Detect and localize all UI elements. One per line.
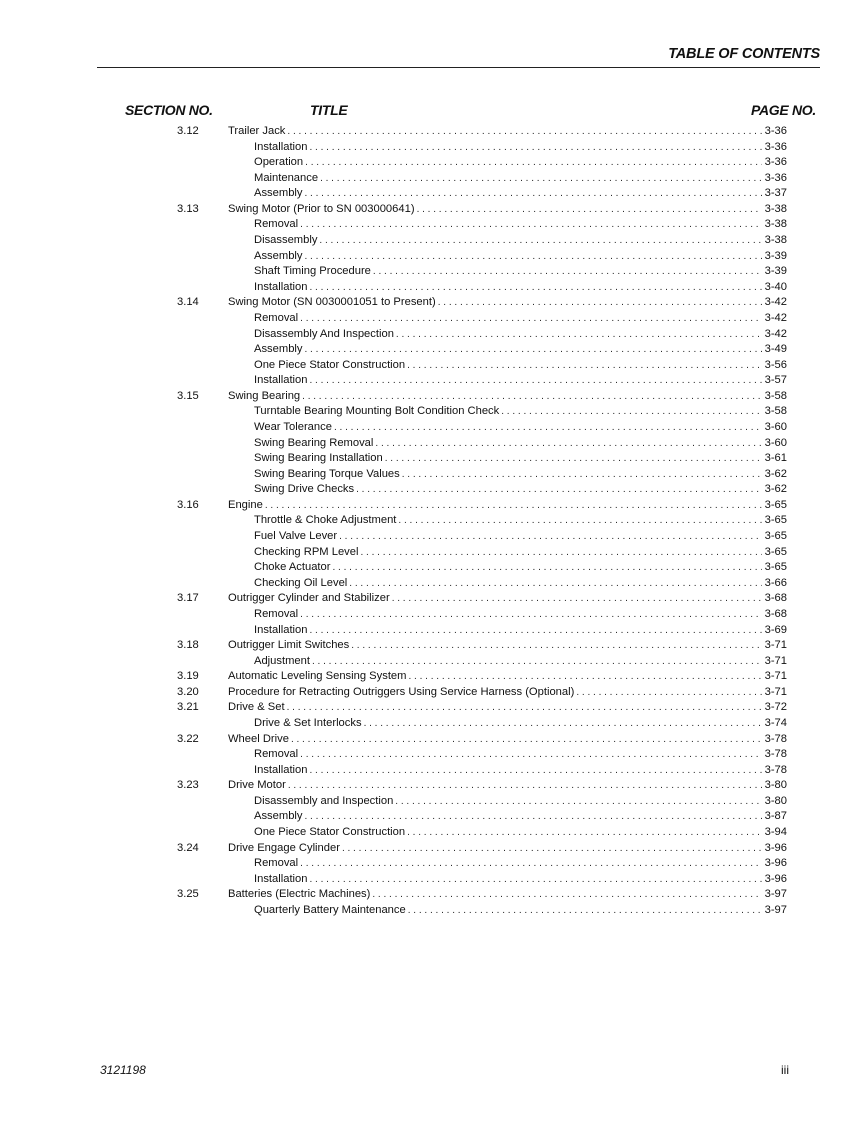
dot-leader bbox=[334, 420, 762, 436]
toc-entry-line bbox=[254, 467, 787, 483]
dot-leader bbox=[287, 124, 761, 140]
toc-entry-line bbox=[254, 872, 787, 888]
dot-leader bbox=[339, 529, 761, 545]
entry-page-number: 3-65 bbox=[764, 514, 787, 527]
toc-entry[interactable] bbox=[0, 623, 866, 639]
toc-entry[interactable] bbox=[0, 482, 866, 498]
column-header-section: SECTION NO. bbox=[125, 102, 213, 118]
entry-page-number: 3-42 bbox=[764, 311, 787, 324]
toc-entry[interactable] bbox=[0, 436, 866, 452]
dot-leader bbox=[408, 903, 762, 919]
toc-entry-line bbox=[254, 560, 787, 576]
section-number: 3.15 bbox=[177, 389, 199, 402]
toc-entry-line bbox=[254, 404, 787, 420]
entry-title[interactable]: One Piece Stator Construction bbox=[254, 358, 406, 371]
entry-page-number: 3-62 bbox=[764, 483, 787, 496]
toc-entry[interactable] bbox=[0, 825, 866, 841]
footer-page-number: iii bbox=[781, 1063, 789, 1077]
toc-entry[interactable] bbox=[0, 264, 866, 280]
dot-leader bbox=[305, 809, 762, 825]
toc-entry-line bbox=[254, 249, 787, 265]
entry-page-number: 3-78 bbox=[764, 763, 787, 776]
toc-entry-line bbox=[254, 794, 787, 810]
toc-entry-line bbox=[228, 887, 787, 903]
entry-page-number: 3-71 bbox=[764, 654, 787, 667]
column-header-title: TITLE bbox=[310, 102, 348, 118]
entry-title[interactable]: Removal bbox=[254, 218, 299, 231]
entry-title[interactable]: Fuel Valve Lever bbox=[254, 530, 338, 543]
entry-page-number: 3-97 bbox=[764, 903, 787, 916]
entry-page-number: 3-42 bbox=[764, 296, 787, 309]
entry-page-number: 3-39 bbox=[764, 265, 787, 278]
toc-entry-line bbox=[228, 732, 787, 748]
toc-entry[interactable] bbox=[0, 124, 866, 140]
toc-entry-line bbox=[228, 202, 787, 218]
dot-leader bbox=[349, 576, 761, 592]
dot-leader bbox=[385, 451, 762, 467]
toc-entry[interactable] bbox=[0, 513, 866, 529]
dot-leader bbox=[300, 747, 761, 763]
header-rule bbox=[97, 67, 820, 68]
dot-leader bbox=[300, 217, 761, 233]
entry-page-number: 3-58 bbox=[764, 405, 787, 418]
entry-page-number: 3-36 bbox=[764, 156, 787, 169]
section-number: 3.21 bbox=[177, 701, 199, 714]
entry-page-number: 3-56 bbox=[764, 358, 787, 371]
entry-title[interactable]: Engine bbox=[228, 498, 263, 511]
toc-entry[interactable] bbox=[0, 856, 866, 872]
toc-entry-line bbox=[228, 591, 787, 607]
toc-entry[interactable] bbox=[0, 685, 866, 701]
entry-title[interactable]: Throttle & Choke Adjustment bbox=[254, 514, 397, 527]
section-number: 3.17 bbox=[177, 592, 199, 605]
section-number: 3.22 bbox=[177, 732, 199, 745]
toc-entry[interactable] bbox=[0, 249, 866, 265]
entry-page-number: 3-66 bbox=[764, 576, 787, 589]
toc-entry[interactable] bbox=[0, 669, 866, 685]
toc-entry-line bbox=[254, 825, 787, 841]
toc-entry[interactable] bbox=[0, 887, 866, 903]
entry-page-number: 3-71 bbox=[764, 670, 787, 683]
dot-leader bbox=[372, 887, 761, 903]
dot-leader bbox=[402, 467, 762, 483]
entry-page-number: 3-38 bbox=[764, 234, 787, 247]
entry-title[interactable]: Choke Actuator bbox=[254, 561, 331, 574]
entry-page-number: 3-97 bbox=[764, 888, 787, 901]
toc-entry-line bbox=[254, 856, 787, 872]
entry-title[interactable]: Swing Bearing Installation bbox=[254, 452, 383, 465]
entry-title[interactable]: Adjustment bbox=[254, 654, 310, 667]
toc-entry[interactable] bbox=[0, 700, 866, 716]
entry-page-number: 3-36 bbox=[764, 140, 787, 153]
toc-entry[interactable] bbox=[0, 778, 866, 794]
entry-page-number: 3-36 bbox=[764, 171, 787, 184]
toc-entry[interactable] bbox=[0, 451, 866, 467]
toc-entry[interactable] bbox=[0, 716, 866, 732]
toc-entry-line bbox=[254, 373, 787, 389]
toc-entry-line bbox=[254, 607, 787, 623]
toc-list bbox=[0, 124, 866, 918]
entry-page-number: 3-87 bbox=[764, 810, 787, 823]
entry-page-number: 3-68 bbox=[764, 607, 787, 620]
entry-title[interactable]: Turntable Bearing Mounting Bolt Condition Check bbox=[254, 405, 500, 418]
toc-entry-line bbox=[254, 327, 787, 343]
column-header-page: PAGE NO. bbox=[750, 102, 816, 118]
section-number: 3.20 bbox=[177, 685, 199, 698]
toc-entry[interactable] bbox=[0, 872, 866, 888]
toc-entry-line bbox=[254, 420, 787, 436]
dot-leader bbox=[373, 264, 762, 280]
entry-title[interactable]: Removal bbox=[254, 748, 299, 761]
toc-entry[interactable] bbox=[0, 311, 866, 327]
dot-leader bbox=[305, 186, 762, 202]
dot-leader bbox=[417, 202, 762, 218]
entry-title[interactable]: Batteries (Electric Machines) bbox=[228, 888, 371, 901]
dot-leader bbox=[398, 513, 761, 529]
toc-entry[interactable] bbox=[0, 638, 866, 654]
entry-title[interactable]: Installation bbox=[254, 374, 308, 387]
dot-leader bbox=[287, 700, 762, 716]
toc-entry[interactable] bbox=[0, 140, 866, 156]
toc-entry[interactable] bbox=[0, 327, 866, 343]
entry-title[interactable]: Quarterly Battery Maintenance bbox=[254, 903, 406, 916]
entry-page-number: 3-71 bbox=[764, 639, 787, 652]
entry-page-number: 3-68 bbox=[764, 592, 787, 605]
toc-entry[interactable] bbox=[0, 841, 866, 857]
section-number: 3.14 bbox=[177, 296, 199, 309]
entry-page-number: 3-39 bbox=[764, 249, 787, 262]
entry-title[interactable]: Disassembly And Inspection bbox=[254, 327, 394, 340]
toc-entry-line bbox=[254, 311, 787, 327]
toc-entry[interactable] bbox=[0, 389, 866, 405]
dot-leader bbox=[320, 171, 762, 187]
entry-page-number: 3-72 bbox=[764, 701, 787, 714]
toc-entry-line bbox=[228, 389, 787, 405]
dot-leader bbox=[312, 654, 762, 670]
entry-title[interactable]: Wheel Drive bbox=[228, 732, 289, 745]
toc-entry[interactable] bbox=[0, 794, 866, 810]
entry-page-number: 3-80 bbox=[764, 779, 787, 792]
entry-title[interactable]: One Piece Stator Construction bbox=[254, 826, 406, 839]
dot-leader bbox=[302, 389, 761, 405]
toc-entry-line bbox=[254, 623, 787, 639]
toc-entry-line bbox=[228, 124, 787, 140]
entry-title[interactable]: Drive Engage Cylinder bbox=[228, 841, 340, 854]
entry-title[interactable]: Swing Bearing Torque Values bbox=[254, 467, 400, 480]
toc-entry[interactable] bbox=[0, 373, 866, 389]
dot-leader bbox=[501, 404, 761, 420]
entry-title[interactable]: Installation bbox=[254, 872, 308, 885]
entry-page-number: 3-96 bbox=[764, 841, 787, 854]
toc-entry-line bbox=[254, 747, 787, 763]
entry-page-number: 3-49 bbox=[764, 343, 787, 356]
entry-page-number: 3-38 bbox=[764, 218, 787, 231]
toc-entry-line bbox=[228, 295, 787, 311]
dot-leader bbox=[407, 358, 761, 374]
toc-entry-line bbox=[254, 171, 787, 187]
dot-leader bbox=[305, 155, 761, 171]
entry-page-number: 3-78 bbox=[764, 732, 787, 745]
toc-entry[interactable] bbox=[0, 576, 866, 592]
entry-page-number: 3-74 bbox=[764, 716, 787, 729]
toc-entry-line bbox=[254, 903, 787, 919]
entry-page-number: 3-65 bbox=[764, 545, 787, 558]
entry-title[interactable]: Installation bbox=[254, 140, 308, 153]
entry-title[interactable]: Swing Bearing bbox=[228, 389, 301, 402]
entry-page-number: 3-65 bbox=[764, 561, 787, 574]
entry-title[interactable]: Procedure for Retracting Outriggers Using Service Harness (Optional) bbox=[228, 685, 575, 698]
entry-page-number: 3-61 bbox=[764, 452, 787, 465]
toc-entry-line bbox=[228, 841, 787, 857]
toc-entry-line bbox=[228, 778, 787, 794]
entry-title[interactable]: Trailer Jack bbox=[228, 125, 286, 137]
toc-entry-line bbox=[254, 155, 787, 171]
toc-entry-line bbox=[254, 809, 787, 825]
entry-title[interactable]: Assembly bbox=[254, 249, 303, 262]
toc-entry-line bbox=[254, 654, 787, 670]
entry-page-number: 3-36 bbox=[764, 125, 787, 137]
entry-page-number: 3-37 bbox=[764, 187, 787, 200]
entry-page-number: 3-65 bbox=[764, 530, 787, 543]
toc-entry[interactable] bbox=[0, 529, 866, 545]
entry-page-number: 3-96 bbox=[764, 872, 787, 885]
toc-entry-line bbox=[254, 233, 787, 249]
dot-leader bbox=[310, 373, 762, 389]
section-number: 3.13 bbox=[177, 202, 199, 215]
toc-entry-line bbox=[228, 638, 787, 654]
toc-entry-line bbox=[228, 669, 787, 685]
entry-title[interactable]: Wear Tolerance bbox=[254, 420, 332, 433]
entry-title[interactable]: Automatic Leveling Sensing System bbox=[228, 670, 407, 683]
dot-leader bbox=[310, 623, 762, 639]
entry-page-number: 3-69 bbox=[764, 623, 787, 636]
toc-entry[interactable] bbox=[0, 560, 866, 576]
entry-title[interactable]: Installation bbox=[254, 623, 308, 636]
toc-entry[interactable] bbox=[0, 186, 866, 202]
entry-title[interactable]: Assembly bbox=[254, 810, 303, 823]
toc-entry-line bbox=[254, 482, 787, 498]
entry-page-number: 3-62 bbox=[764, 467, 787, 480]
entry-page-number: 3-40 bbox=[764, 280, 787, 293]
dot-leader bbox=[305, 249, 762, 265]
dot-leader bbox=[407, 825, 761, 841]
dot-leader bbox=[310, 280, 762, 296]
toc-entry-line bbox=[228, 700, 787, 716]
entry-title[interactable]: Swing Bearing Removal bbox=[254, 436, 374, 449]
dot-leader bbox=[310, 872, 762, 888]
dot-leader bbox=[364, 716, 762, 732]
dot-leader bbox=[392, 591, 762, 607]
toc-entry-line bbox=[254, 716, 787, 732]
entry-title[interactable]: Operation bbox=[254, 156, 304, 169]
toc-entry[interactable] bbox=[0, 747, 866, 763]
section-number: 3.16 bbox=[177, 498, 199, 511]
dot-leader bbox=[375, 436, 761, 452]
entry-title[interactable]: Removal bbox=[254, 607, 299, 620]
entry-title[interactable]: Swing Motor (Prior to SN 003000641) bbox=[228, 202, 415, 215]
toc-entry-line bbox=[254, 280, 787, 296]
section-number: 3.12 bbox=[177, 125, 199, 137]
entry-title[interactable]: Drive & Set bbox=[228, 701, 285, 714]
entry-title[interactable]: Removal bbox=[254, 857, 299, 870]
toc-entry[interactable] bbox=[0, 404, 866, 420]
entry-title[interactable]: Disassembly and Inspection bbox=[254, 794, 394, 807]
toc-entry-line bbox=[254, 436, 787, 452]
section-number: 3.18 bbox=[177, 639, 199, 652]
dot-leader bbox=[342, 841, 762, 857]
toc-entry-line bbox=[254, 529, 787, 545]
entry-title[interactable]: Drive Motor bbox=[228, 779, 286, 792]
toc-entry[interactable] bbox=[0, 358, 866, 374]
dot-leader bbox=[291, 732, 762, 748]
toc-entry[interactable] bbox=[0, 467, 866, 483]
section-number: 3.19 bbox=[177, 670, 199, 683]
toc-entry[interactable] bbox=[0, 545, 866, 561]
toc-entry-line bbox=[228, 685, 787, 701]
dot-leader bbox=[310, 140, 762, 156]
toc-entry-line bbox=[254, 264, 787, 280]
toc-entry[interactable] bbox=[0, 155, 866, 171]
toc-entry[interactable] bbox=[0, 280, 866, 296]
section-number: 3.24 bbox=[177, 841, 199, 854]
entry-title[interactable]: Assembly bbox=[254, 343, 303, 356]
toc-entry[interactable] bbox=[0, 591, 866, 607]
dot-leader bbox=[395, 794, 761, 810]
dot-leader bbox=[310, 763, 762, 779]
entry-page-number: 3-71 bbox=[764, 685, 787, 698]
entry-title[interactable]: Checking Oil Level bbox=[254, 576, 348, 589]
dot-leader bbox=[576, 685, 761, 701]
section-number: 3.23 bbox=[177, 779, 199, 792]
toc-entry[interactable] bbox=[0, 171, 866, 187]
toc-entry[interactable] bbox=[0, 420, 866, 436]
dot-leader bbox=[408, 669, 761, 685]
entry-page-number: 3-58 bbox=[764, 389, 787, 402]
entry-title[interactable]: Removal bbox=[254, 311, 299, 324]
dot-leader bbox=[438, 295, 762, 311]
entry-title[interactable]: Checking RPM Level bbox=[254, 545, 359, 558]
entry-title[interactable]: Assembly bbox=[254, 187, 303, 200]
entry-page-number: 3-60 bbox=[764, 420, 787, 433]
toc-entry[interactable] bbox=[0, 809, 866, 825]
toc-entry-line bbox=[254, 342, 787, 358]
entry-page-number: 3-65 bbox=[764, 498, 787, 511]
entry-title[interactable]: Swing Drive Checks bbox=[254, 483, 355, 496]
dot-leader bbox=[288, 778, 762, 794]
toc-entry[interactable] bbox=[0, 732, 866, 748]
entry-page-number: 3-57 bbox=[764, 374, 787, 387]
toc-entry[interactable] bbox=[0, 233, 866, 249]
entry-title[interactable]: Shaft Timing Procedure bbox=[254, 265, 371, 278]
entry-page-number: 3-60 bbox=[764, 436, 787, 449]
toc-entry[interactable] bbox=[0, 654, 866, 670]
toc-entry-line bbox=[254, 576, 787, 592]
toc-entry-line bbox=[254, 513, 787, 529]
entry-title[interactable]: Installation bbox=[254, 280, 308, 293]
toc-entry[interactable] bbox=[0, 607, 866, 623]
dot-leader bbox=[265, 498, 762, 514]
entry-title[interactable]: Maintenance bbox=[254, 171, 319, 184]
entry-page-number: 3-78 bbox=[764, 748, 787, 761]
toc-entry[interactable] bbox=[0, 295, 866, 311]
toc-entry[interactable] bbox=[0, 903, 866, 919]
entry-title[interactable]: Disassembly bbox=[254, 234, 318, 247]
toc-entry[interactable] bbox=[0, 498, 866, 514]
entry-title[interactable]: Installation bbox=[254, 763, 308, 776]
entry-page-number: 3-80 bbox=[764, 794, 787, 807]
toc-entry-line bbox=[254, 140, 787, 156]
dot-leader bbox=[319, 233, 761, 249]
dot-leader bbox=[300, 856, 761, 872]
dot-leader bbox=[360, 545, 761, 561]
toc-entry[interactable] bbox=[0, 342, 866, 358]
entry-title[interactable]: Outrigger Cylinder and Stabilizer bbox=[228, 592, 390, 605]
section-number: 3.25 bbox=[177, 888, 199, 901]
toc-entry[interactable] bbox=[0, 217, 866, 233]
toc-entry-line bbox=[254, 763, 787, 779]
footer-doc-number: 3121198 bbox=[100, 1063, 146, 1077]
dot-leader bbox=[333, 560, 762, 576]
entry-page-number: 3-94 bbox=[764, 826, 787, 839]
dot-leader bbox=[351, 638, 761, 654]
entry-title[interactable]: Swing Motor (SN 0030001051 to Present) bbox=[228, 296, 436, 309]
toc-entry[interactable] bbox=[0, 763, 866, 779]
toc-entry-line bbox=[254, 186, 787, 202]
toc-entry-line bbox=[228, 498, 787, 514]
dot-leader bbox=[300, 607, 761, 623]
toc-entry[interactable] bbox=[0, 202, 866, 218]
toc-entry-line bbox=[254, 451, 787, 467]
dot-leader bbox=[305, 342, 762, 358]
entry-title[interactable]: Drive & Set Interlocks bbox=[254, 716, 362, 729]
entry-title[interactable]: Outrigger Limit Switches bbox=[228, 639, 350, 652]
entry-page-number: 3-96 bbox=[764, 857, 787, 870]
dot-leader bbox=[396, 327, 762, 343]
toc-entry-line bbox=[254, 545, 787, 561]
header-title: TABLE OF CONTENTS bbox=[668, 46, 820, 62]
entry-page-number: 3-42 bbox=[764, 327, 787, 340]
toc-entry-line bbox=[254, 217, 787, 233]
toc-entry-line bbox=[254, 358, 787, 374]
dot-leader bbox=[356, 482, 761, 498]
entry-page-number: 3-38 bbox=[764, 202, 787, 215]
dot-leader bbox=[300, 311, 761, 327]
